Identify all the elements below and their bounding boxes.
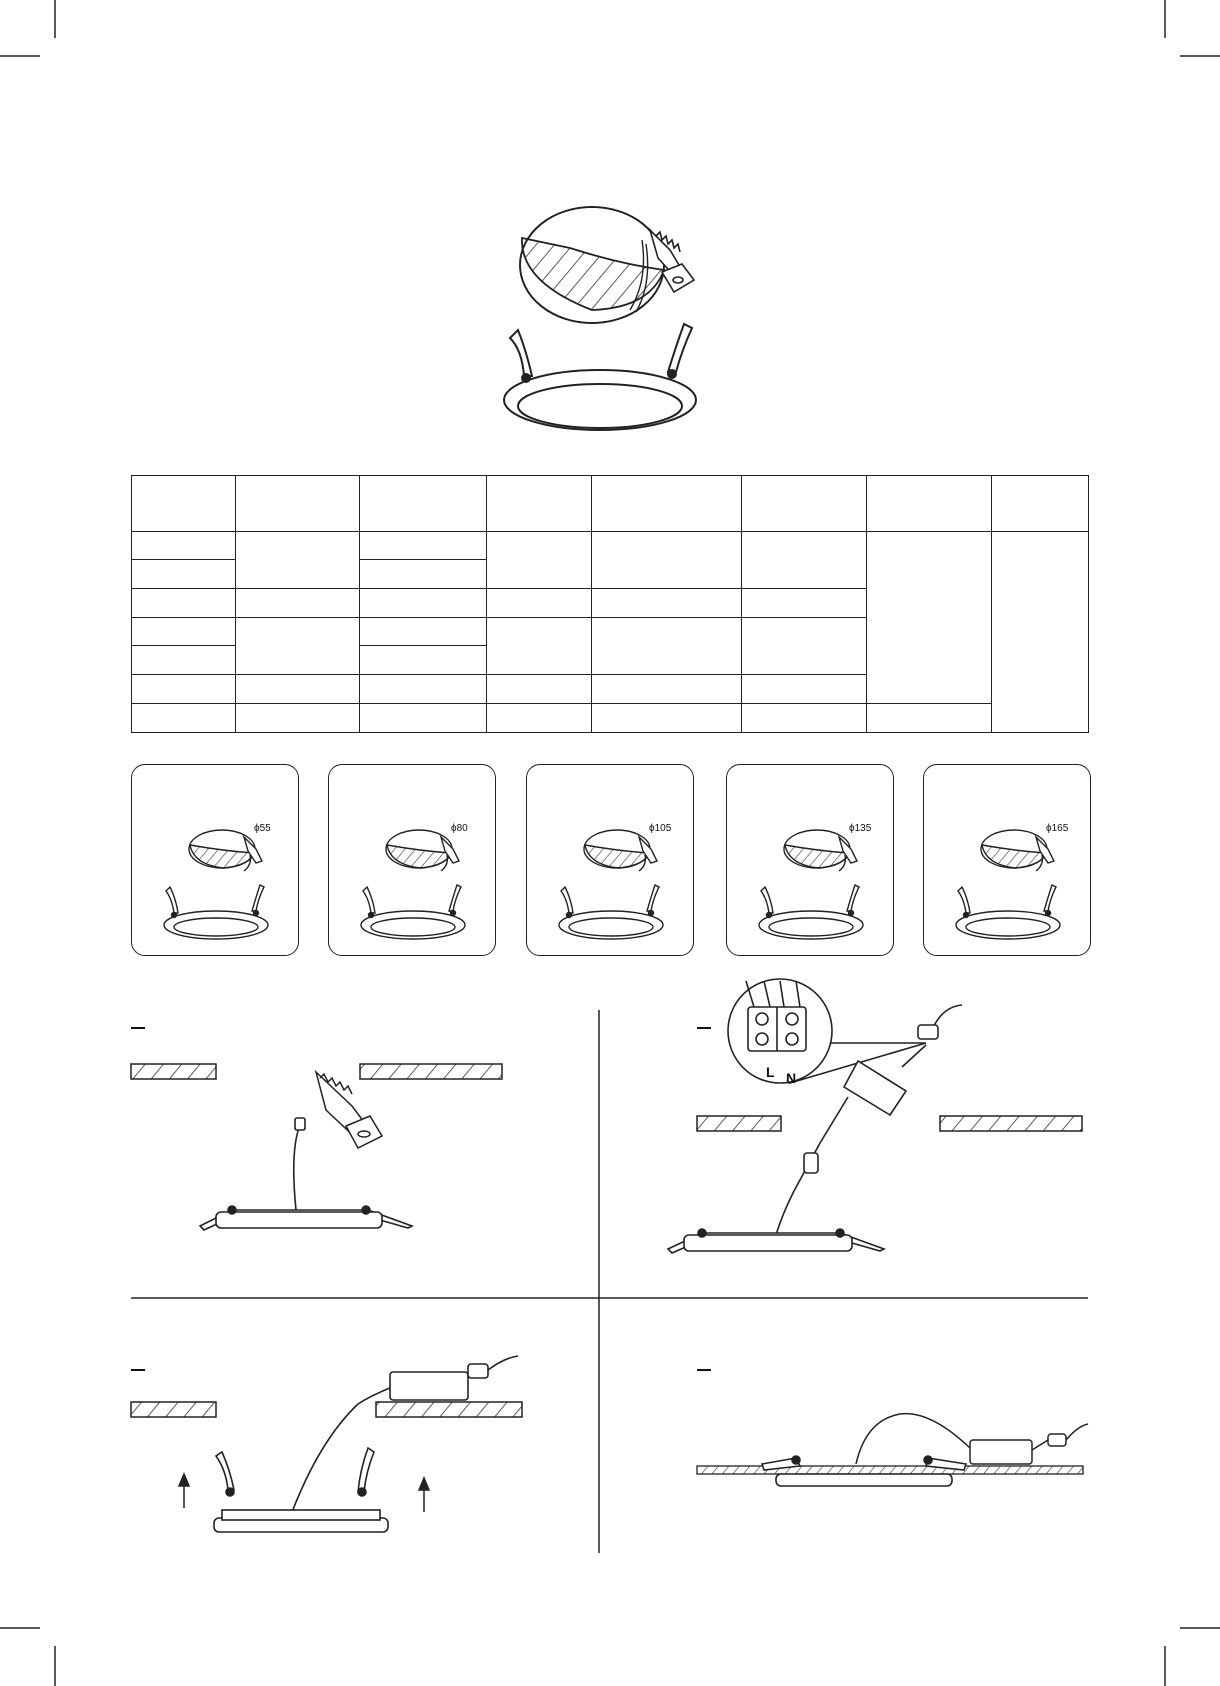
led-driver	[358, 1356, 518, 1404]
cut-diameter-label: ϕ105	[649, 823, 672, 834]
terminal-label-l: L	[766, 1064, 775, 1080]
terminal-callout	[728, 979, 926, 1083]
up-arrow-icon	[179, 1474, 429, 1512]
cut-diameter-label: ϕ55	[254, 823, 271, 834]
panel-light	[668, 1191, 884, 1253]
step4-installed	[690, 1400, 1090, 1500]
saw-icon	[316, 1072, 382, 1148]
step1-cut-hole	[120, 1050, 520, 1250]
cut-diameter-label: ϕ80	[451, 823, 468, 834]
step2-connect-wires	[690, 985, 1090, 1265]
terminal-label-n: N	[786, 1070, 797, 1086]
step-marker-4	[697, 1369, 711, 1371]
cut-diameter-label: ϕ135	[849, 823, 872, 834]
panel-light	[214, 1404, 388, 1532]
step-marker-1	[131, 1027, 145, 1029]
led-driver	[856, 1414, 1088, 1464]
cut-diameter-label: ϕ165	[1046, 823, 1069, 834]
step3-insert-panel	[120, 1340, 540, 1540]
